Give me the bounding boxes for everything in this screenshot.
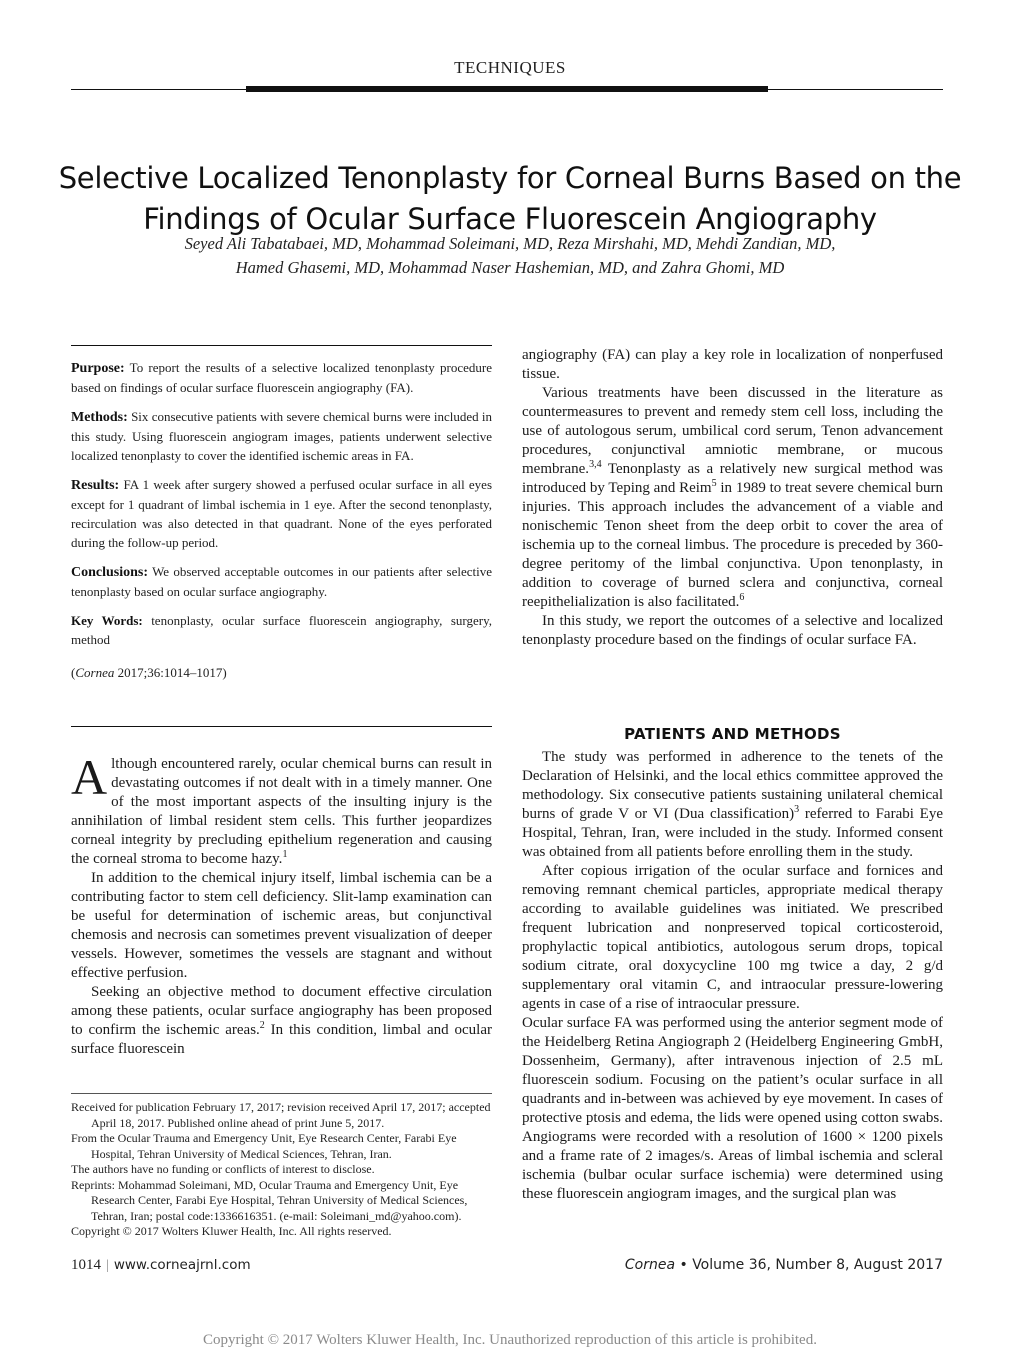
keywords-label: Key Words: [71,613,143,628]
footer-issue: • Volume 36, Number 8, August 2017 [679,1257,943,1273]
purpose-text: To report the results of a selective localized tenonplasty procedure based on findings of ocular surface fluorescein angiography (FA). [71,360,492,395]
author-list [40,232,980,280]
methods-paragraph-3: Ocular surface FA was performed using the anterior segment mode of the Heidelberg Retina Angiograph 2 (Heidelberg Engineering GmbH, Dossenheim, Germany), after intravenous injection of 2.5 mL fluorescein sodium. Focusing on the patient’s ocular surface in all quadrants and in-between was achieved by eye movement. In cases of protective ptosis and edema, the lids were opened using cotton swabs. Angiograms were recorded with a resolution of 1600 × 1200 pixels and a frame rate of 2 images/s. Areas of limbal ischemia and scleral ischemia (bulbar ocular surface ischemia) were determined using these fluorescein angiogram images, and the surgical plan was [522,1015,943,1202]
footer-separator: | [106,1258,109,1273]
abstract-bottom-rule [71,726,492,727]
abstract-conclusions [71,562,492,601]
header-rule-right [768,89,943,90]
methods-body [522,748,943,1204]
citation-rest: 2017;36:1014–1017) [117,665,227,680]
header-rule-left [71,89,246,90]
abstract-methods [71,407,492,465]
journal-url[interactable]: www.corneajrnl.com [113,1257,251,1273]
intro-paragraph-2: In addition to the chemical injury itself, limbal ischemia can be a contributing factor to stem cell deficiency. Slit-lamp examination can be useful for determination of ischemic areas, but conjunctival chemosis and necrosis can sometimes prevent visualization of deeper vessels. However, sometimes the vessels are stagnant and without effective perfusion. [71,870,492,981]
results-label: Results: [71,478,120,493]
right-column-intro [522,346,943,650]
section-label: TECHNIQUES [454,58,566,77]
right-paragraph-2: Various treatments have been discussed in the literature as countermeasures to prevent and remedy stem cell loss, including the use of autologous serum, umbilical cord serum, Tenon advancement procedures, conjunctival amniotic membrane, or mucous membrane.$^{3,4}$ Tenonplasty as a relatively new surgical method was introduced by Teping and Reim$^5$ in 1989 to treat severe chemical burn injuries. This approach includes the advancement of a viable and nonischemic Tenon sheet from the deep orbit to cover the area of ischemia up to the corneal limbus. The procedure is preceded by 360-degree peritomy of the limbal conjunctiva. Upon tenonplasty, in addition to coverage of burned sclera and conjunctiva, corneal reepithelialization is also facilitated.$^6$ [522,385,943,610]
citation: (Cornea 2017;36:1014–1017) [71,665,227,680]
ref-3b: 3 [794,804,800,815]
abstract-top-rule [71,345,492,346]
section-heading-patients-methods: PATIENTS AND METHODS [624,725,841,743]
footer-left [71,1257,251,1274]
intro-paragraph-1: Although encountered rarely, ocular chemical burns can result in devastating outcomes if not dealt with in a timely manner. One of the most important aspects of the insulting injury is the annihilation of limbal resident stem cells. This further jeopardizes corneal integrity by precluding epithelium regeneration and causing the corneal stroma to become hazy.$^1$ [71,749,492,867]
methods-text: Six consecutive patients with severe chemical burns were included in this study. Using fluorescein angiogram images, patients underwent selective localized tenonplasty to cover the identified ischemic areas in FA. [71,409,493,463]
conclusions-label: Conclusions: [71,565,149,580]
author-line-2: Hamed Ghasemi, MD, Mohammad Naser Hashemian, MD, and Zahra Ghomi, MD [235,258,785,277]
abstract [71,358,492,682]
article-title: Selective Localized Tenonplasty for Corneal Burns Based on the Findings of Ocular Surface Fluorescein Angiography [58,161,962,236]
header-rule-thick [246,86,768,92]
right-paragraph-1: angiography (FA) can play a key role in localization of nonperfused tissue. [522,347,943,382]
abstract-keywords [71,611,492,649]
intro-body [71,749,492,1059]
conclusions-text: We observed acceptable outcomes in our patients after selective tenonplasty based on ocular surface angiography. [71,564,492,599]
ref-6: 6 [739,592,745,603]
footnotes [71,1100,492,1240]
copyright-notice: Copyright © 2017 Wolters Kluwer Health, Inc. Unauthorized reproduction of this article is prohibited. [203,1332,817,1348]
footnote-received: Received for publication February 17, 2017; revision received April 17, 2017; accepted April 18, 2017. Published online ahead of print June 5, 2017. [71,1100,491,1130]
methods-paragraph-1: The study was performed in adherence to the tenets of the Declaration of Helsinki, and the local ethics committee approved the methodology. Six consecutive patients sustaining unilateral chemical burns of grade V or VI (Dua classification)$^3$ referred to Farabi Eye Hospital, Tehran, Iran, were included in the study. Informed consent was obtained from all patients before enrolling them in the study. [522,749,944,860]
ref-3-4: 3,4 [589,459,602,470]
author-line-1: Seyed Ali Tabatabaei, MD, Mohammad Soleimani, MD, Reza Mirshahi, MD, Mehdi Zandian, MD, [184,234,836,253]
page-number: 1014 [71,1257,101,1273]
footnote-rule [71,1093,492,1094]
ref-2: 2 [259,1020,265,1031]
footer-right [625,1257,943,1273]
footnote-reprints: Reprints: Mohammad Soleimani, MD, Ocular Trauma and Emergency Unit, Eye Research Center, Farabi Eye Hospital, Tehran University of Medical Sciences, Tehran, Iran; postal code:1336616351. (e-mail: Soleimani_md@yahoo.com). [71,1177,468,1223]
footnote-copyright: Copyright © 2017 Wolters Kluwer Health, Inc. All rights reserved. [71,1224,392,1238]
right-paragraph-3: In this study, we report the outcomes of a selective and localized tenonplasty procedure based on the findings of ocular surface FA. [522,613,943,648]
results-text: FA 1 week after surgery showed a perfused ocular surface in all eyes except for 1 quadrant of limbal ischemia in 1 eye. After the second tenonplasty, recirculation was also detected in that quadrant. None of the eyes perforated during the follow-up period. [71,477,493,550]
drop-cap: A [71,749,108,805]
methods-label: Methods: [71,410,128,425]
footer-journal: Cornea [624,1257,676,1273]
methods-paragraph-2: After copious irrigation of the ocular surface and fornices and removing remnant chemical particles, appropriate medical therapy according to available guidelines was initiated. We prescribed frequent lubrication and nonpreserved topical corticosteroid, prophylactic topical antibiotics, autologous serum drops, topical sodium citrate, oral doxycycline 100 mg twice a day, 2 g/d supplementary oral vitamin C, and intraocular pressure-lowering agents in case of a rise of intraocular pressure. [522,863,943,1012]
keywords-text: tenonplasty, ocular surface fluorescein angiography, surgery, method [71,613,492,647]
purpose-label: Purpose: [71,361,125,376]
ref-5: 5 [711,478,717,489]
citation-journal: Cornea [75,665,115,680]
abstract-results [71,475,492,552]
intro-paragraph-3: Seeking an objective method to document effective circulation among these patients, ocular surface angiography has been proposed to confirm the ischemic areas.$^2$ In this condition, limbal and ocular surface fluorescein [71,984,492,1057]
ref-1: 1 [282,849,288,860]
footnote-affiliation: From the Ocular Trauma and Emergency Unit, Eye Research Center, Farabi Eye Hospital, Tehran University of Medical Sciences, Tehran, Iran. [71,1131,457,1161]
footnote-conflicts: The authors have no funding or conflicts of interest to disclose. [71,1162,375,1176]
abstract-purpose [71,358,492,397]
